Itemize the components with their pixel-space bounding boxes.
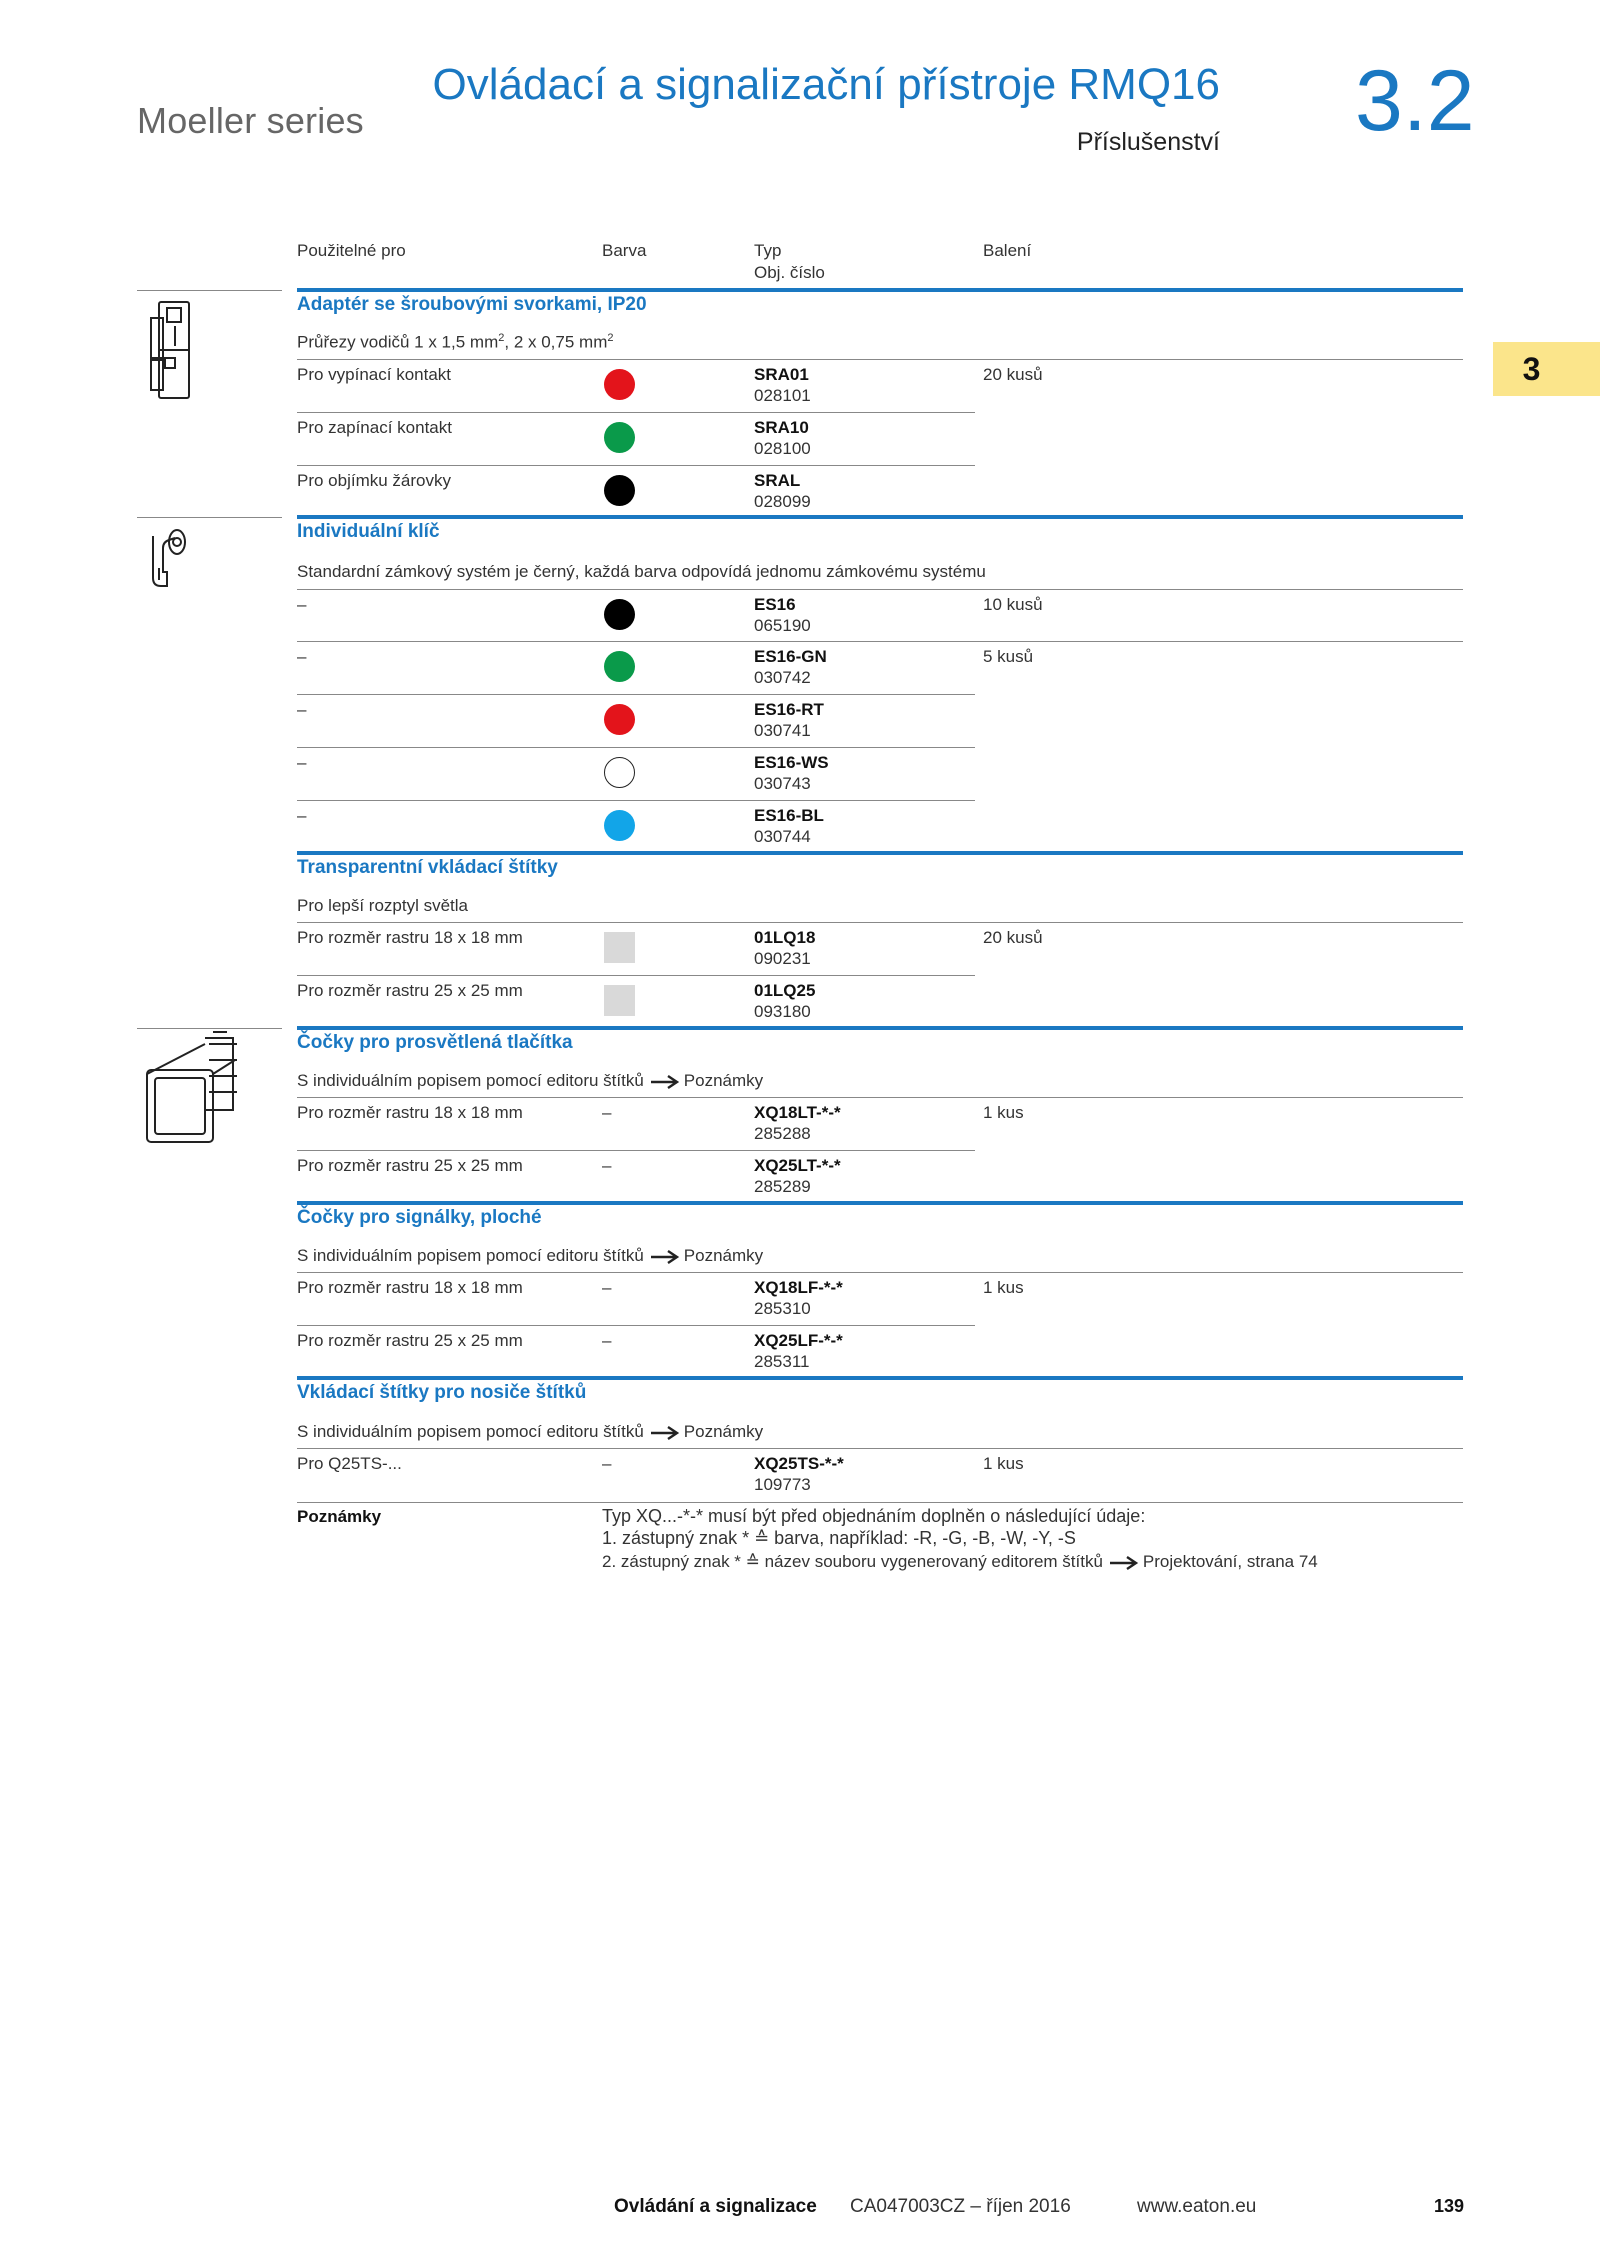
section-divider: [297, 851, 1463, 855]
page-title: Ovládací a signalizační přístroje RMQ16: [432, 60, 1220, 109]
section-note: S individuálním popisem pomocí editoru štítků Poznámky: [297, 1071, 764, 1090]
color-dot-red: [604, 704, 635, 735]
row-type: XQ18LF-*-*: [754, 1278, 843, 1297]
row-order-no: 065190: [754, 616, 811, 635]
section-title: Individuální klíč: [297, 521, 440, 542]
row-order-no: 030744: [754, 827, 811, 846]
row-divider: [297, 1272, 1463, 1273]
section-divider: [297, 1376, 1463, 1380]
image-divider: [137, 290, 282, 291]
row-order-no: 285311: [754, 1352, 810, 1371]
row-packaging: 1 kus: [983, 1278, 1024, 1297]
arrow-right-icon: [650, 1249, 680, 1265]
row-packaging: 10 kusů: [983, 595, 1043, 614]
section-divider: [297, 515, 1463, 519]
row-packaging: 1 kus: [983, 1103, 1024, 1122]
row-packaging: 5 kusů: [983, 647, 1034, 666]
row-used-for: –: [297, 806, 307, 825]
row-packaging: 20 kusů: [983, 365, 1043, 384]
row-divider: [297, 589, 1463, 590]
lens-image: [143, 1030, 243, 1145]
section-note: S individuálním popisem pomocí editoru štítků Poznámky: [297, 1246, 764, 1265]
section-note: Pro lepší rozptyl světla: [297, 896, 469, 915]
key-image: [145, 528, 189, 590]
row-type: ES16-WS: [754, 753, 829, 772]
row-type: 01LQ18: [754, 928, 816, 947]
color-dot-green: [604, 651, 635, 682]
row-used-for: Pro rozměr rastru 25 x 25 mm: [297, 1331, 523, 1350]
row-used-for: Pro rozměr rastru 18 x 18 mm: [297, 1103, 523, 1122]
image-divider: [137, 1028, 282, 1029]
row-divider: [297, 975, 975, 976]
row-used-for: Pro rozměr rastru 18 x 18 mm: [297, 928, 523, 947]
chapter-number: 3.2: [1355, 53, 1475, 149]
row-used-for: –: [297, 647, 307, 666]
notes-line: 2. zástupný znak * ≙ název souboru vygenerovaný editorem štítků Projektování, strana 74: [602, 1552, 1318, 1571]
row-used-for: Pro objímku žárovky: [297, 471, 451, 490]
row-order-no: 030742: [754, 668, 811, 687]
row-order-no: 090231: [754, 949, 811, 968]
color-dot-black: [604, 475, 635, 506]
row-used-for: Pro rozměr rastru 25 x 25 mm: [297, 1156, 523, 1175]
page-subtitle: Příslušenství: [1076, 128, 1220, 156]
section-divider: [297, 1026, 1463, 1030]
row-used-for: Pro rozměr rastru 18 x 18 mm: [297, 1278, 523, 1297]
row-color: –: [602, 1156, 612, 1175]
row-used-for: –: [297, 753, 307, 772]
color-dot-green: [604, 422, 635, 453]
section-divider: [297, 1201, 1463, 1205]
row-order-no: 028099: [754, 492, 811, 511]
row-order-no: 028101: [754, 386, 811, 405]
col-type: Typ: [754, 241, 782, 260]
row-used-for: –: [297, 700, 307, 719]
color-dot-white: [604, 757, 635, 788]
row-used-for: Pro Q25TS-...: [297, 1454, 402, 1473]
section-title: Čočky pro signálky, ploché: [297, 1207, 542, 1228]
row-color: –: [602, 1331, 612, 1350]
row-divider: [297, 1448, 1463, 1449]
col-packaging: Balení: [983, 241, 1032, 260]
row-divider: [297, 1502, 1463, 1503]
col-color: Barva: [602, 241, 647, 260]
row-packaging: 1 kus: [983, 1454, 1024, 1473]
row-order-no: 285288: [754, 1124, 811, 1143]
row-type: ES16-RT: [754, 700, 824, 719]
color-square-grey: [604, 985, 635, 1016]
row-type: SRAL: [754, 471, 801, 490]
row-type: ES16-GN: [754, 647, 827, 666]
row-divider: [297, 359, 1463, 360]
notes-label: Poznámky: [297, 1507, 382, 1526]
row-used-for: –: [297, 595, 307, 614]
series-name: Moeller series: [137, 100, 364, 141]
row-divider: [297, 747, 975, 748]
row-packaging: 20 kusů: [983, 928, 1043, 947]
row-divider: [297, 412, 975, 413]
arrow-right-icon: [650, 1425, 680, 1441]
row-divider: [297, 1325, 975, 1326]
section-note: S individuálním popisem pomocí editoru štítků Poznámky: [297, 1422, 764, 1441]
row-type: XQ18LT-*-*: [754, 1103, 841, 1122]
image-divider: [137, 517, 282, 518]
row-type: SRA10: [754, 418, 809, 437]
row-type: XQ25LF-*-*: [754, 1331, 843, 1350]
row-order-no: 030743: [754, 774, 811, 793]
color-dot-blue: [604, 810, 635, 841]
col-used-for: Použitelné pro: [297, 241, 406, 260]
section-note: Průřezy vodičů 1 x 1,5 $mm^2$, 2 x 0,75 $mm^2$: [297, 332, 614, 352]
section-title: Čočky pro prosvětlená tlačítka: [297, 1032, 573, 1053]
row-type: SRA01: [754, 365, 809, 384]
arrow-right-icon: [1109, 1555, 1139, 1571]
section-note: Standardní zámkový systém je černý, každá barva odpovídá jednomu zámkovému systému: [297, 562, 986, 581]
page-number: 139: [1434, 2196, 1465, 2216]
footer-web: www.eaton.eu: [1137, 2196, 1257, 2217]
row-order-no: 030741: [754, 721, 811, 740]
row-used-for: Pro rozměr rastru 25 x 25 mm: [297, 981, 523, 1000]
row-type: 01LQ25: [754, 981, 816, 1000]
section-title: Adaptér se šroubovými svorkami, IP20: [297, 294, 647, 315]
row-divider: [297, 1150, 975, 1151]
row-color: –: [602, 1103, 612, 1122]
row-color: –: [602, 1278, 612, 1297]
terminal-adapter-image: [145, 298, 195, 408]
col-order-no: Obj. číslo: [754, 263, 825, 282]
row-divider: [297, 465, 975, 466]
section-divider: [297, 288, 1463, 292]
row-type: XQ25TS-*-*: [754, 1454, 844, 1473]
notes-line: 1. zástupný znak * ≙ barva, například: -R, -G, -B, -W, -Y, -S: [602, 1528, 1076, 1548]
section-title: Vkládací štítky pro nosiče štítků: [297, 1382, 587, 1403]
row-order-no: 285289: [754, 1177, 811, 1196]
row-divider: [297, 694, 975, 695]
color-dot-black: [604, 599, 635, 630]
row-type: ES16-BL: [754, 806, 824, 825]
row-order-no: 028100: [754, 439, 811, 458]
row-divider: [297, 1097, 1463, 1098]
color-square-grey: [604, 932, 635, 963]
row-used-for: Pro zapínací kontakt: [297, 418, 452, 437]
row-divider: [297, 922, 1463, 923]
row-order-no: 285310: [754, 1299, 811, 1318]
footer-section: Ovládání a signalizace: [614, 2196, 817, 2217]
color-dot-red: [604, 369, 635, 400]
row-color: –: [602, 1454, 612, 1473]
arrow-right-icon: [650, 1074, 680, 1090]
notes-line: Typ XQ...-*-* musí být před objednáním doplněn o následující údaje:: [602, 1506, 1146, 1526]
section-title: Transparentní vkládací štítky: [297, 857, 558, 878]
row-type: ES16: [754, 595, 796, 614]
row-type: XQ25LT-*-*: [754, 1156, 841, 1175]
chapter-tab: 3: [1493, 342, 1600, 396]
row-order-no: 093180: [754, 1002, 811, 1021]
row-divider: [297, 641, 1463, 642]
row-divider: [297, 800, 975, 801]
row-order-no: 109773: [754, 1475, 811, 1494]
footer-doc: CA047003CZ – říjen 2016: [850, 2196, 1071, 2217]
row-used-for: Pro vypínací kontakt: [297, 365, 452, 384]
